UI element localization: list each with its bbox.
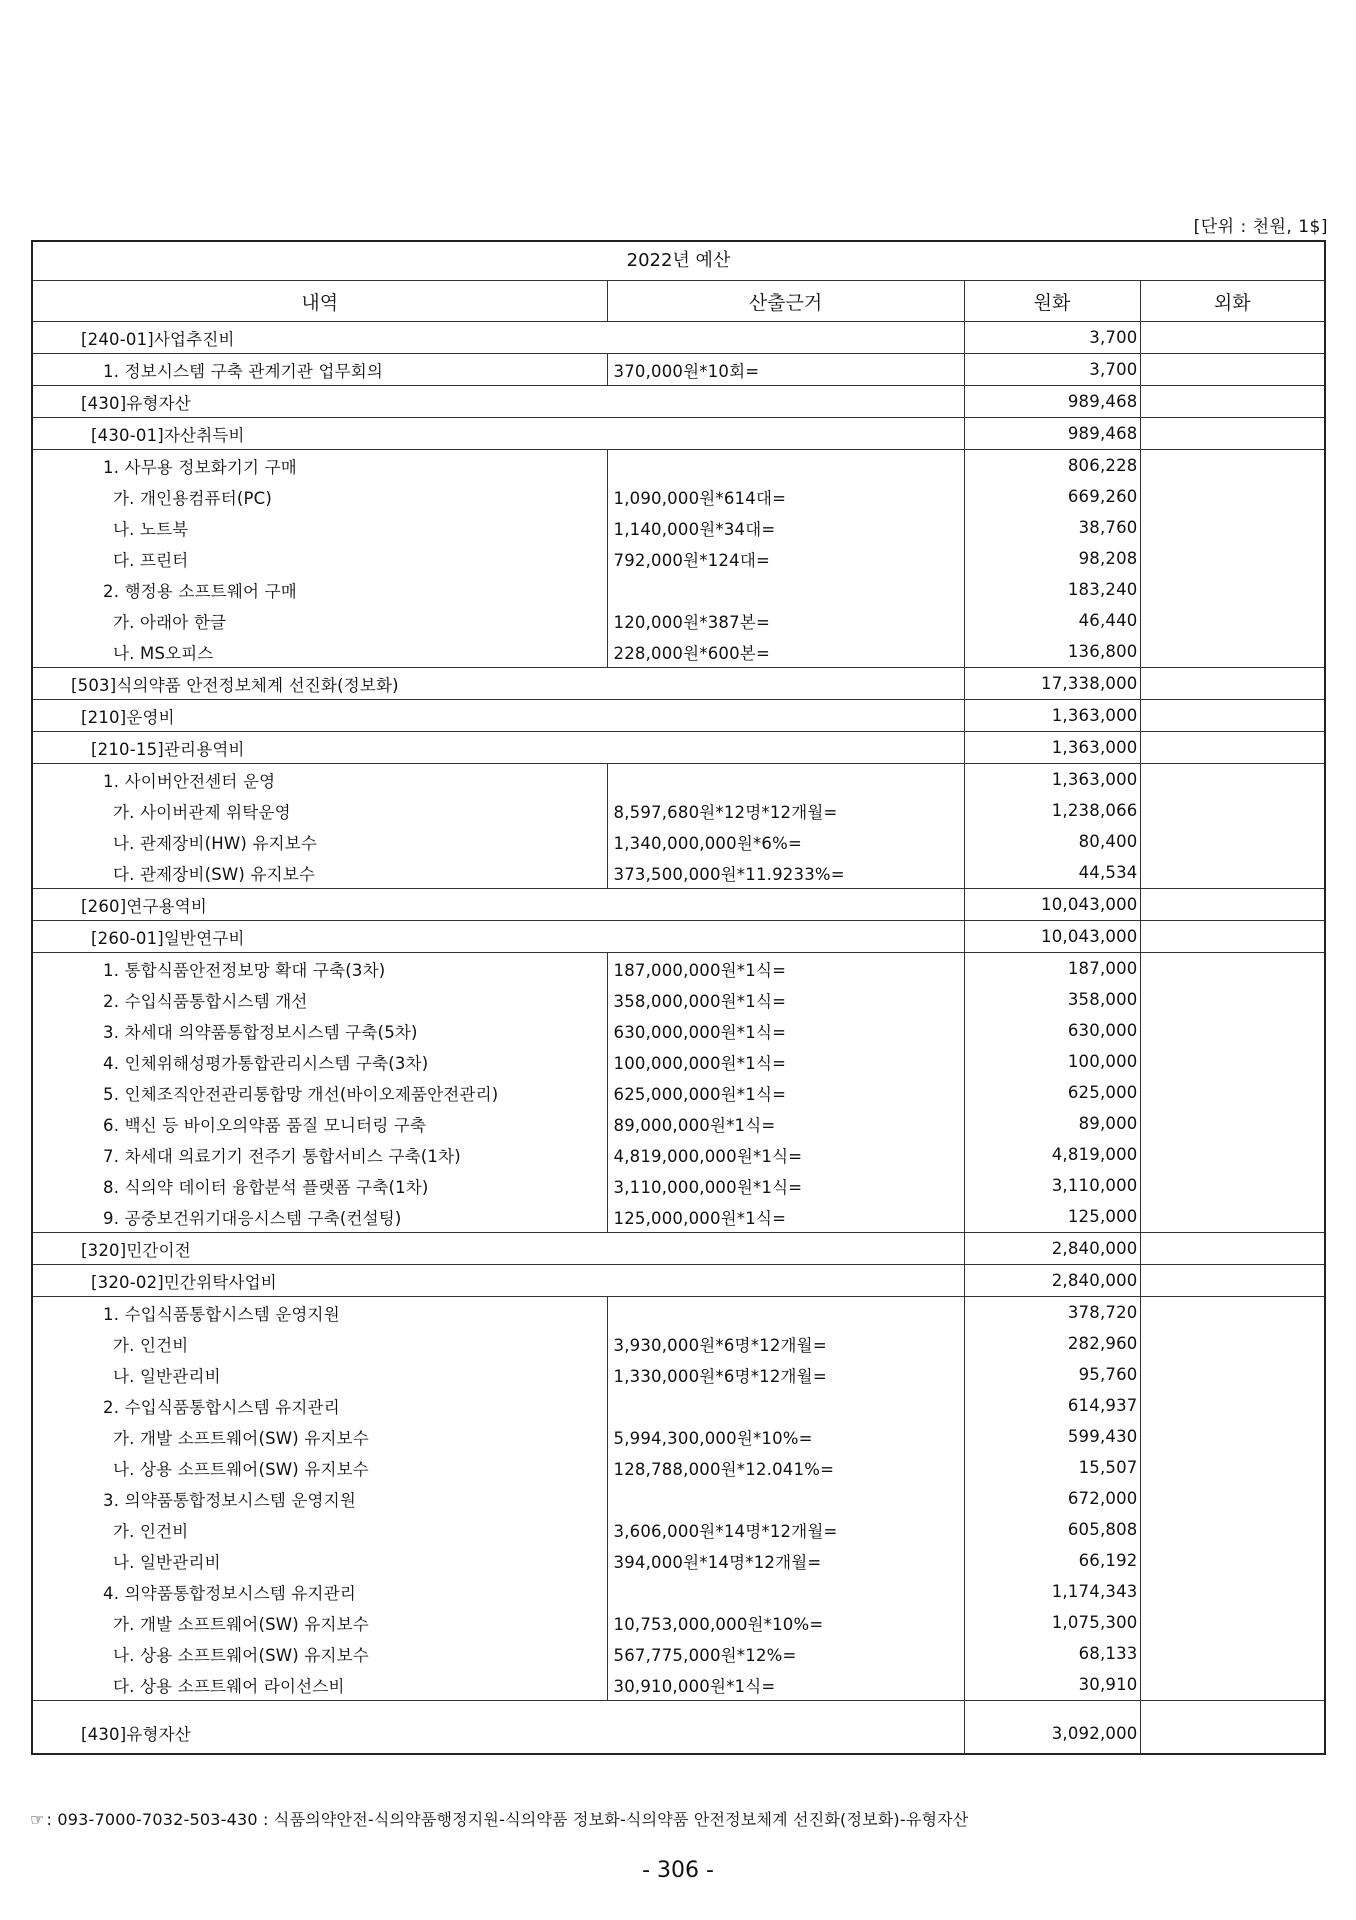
calc-basis: 792,000원*124대= xyxy=(607,543,964,574)
amount-foreign xyxy=(1140,1421,1324,1452)
table-row xyxy=(33,1483,1324,1514)
table-row xyxy=(33,764,1324,796)
item-description: 1. 통합식품안전정보망 확대 구축(3차) xyxy=(33,953,607,985)
table-row xyxy=(33,354,1324,386)
amount-krw: 80,400 xyxy=(964,826,1140,857)
amount-krw: 1,363,000 xyxy=(964,732,1140,764)
item-description: 나. 일반관리비 xyxy=(33,1359,607,1390)
calc-basis: 10,753,000,000원*10%= xyxy=(607,1607,964,1638)
amount-krw: 30,910 xyxy=(964,1669,1140,1701)
table-row xyxy=(33,953,1324,985)
calc-basis xyxy=(607,450,964,482)
budget-grid xyxy=(33,281,1324,1753)
amount-foreign xyxy=(1140,826,1324,857)
table-row xyxy=(33,1201,1324,1233)
amount-krw: 3,110,000 xyxy=(964,1170,1140,1201)
calc-basis: 128,788,000원*12.041%= xyxy=(607,1452,964,1483)
amount-krw: 2,840,000 xyxy=(964,1233,1140,1265)
item-description: 1. 정보시스템 구축 관계기관 업무회의 xyxy=(33,354,607,386)
table-row xyxy=(33,1452,1324,1483)
table-row xyxy=(33,1108,1324,1139)
amount-foreign xyxy=(1140,795,1324,826)
table-row xyxy=(33,1576,1324,1607)
amount-krw: 672,000 xyxy=(964,1483,1140,1514)
calc-basis: 120,000원*387본= xyxy=(607,605,964,636)
amount-foreign xyxy=(1140,1297,1324,1329)
item-description: 가. 아래아 한글 xyxy=(33,605,607,636)
amount-foreign xyxy=(1140,668,1324,700)
amount-foreign xyxy=(1140,1139,1324,1170)
amount-foreign xyxy=(1140,1638,1324,1669)
amount-krw: 187,000 xyxy=(964,953,1140,985)
footnote xyxy=(30,1807,968,1830)
item-description: [430]유형자산 xyxy=(33,1713,964,1753)
calc-basis: 30,910,000원*1식= xyxy=(607,1669,964,1701)
amount-krw: 98,208 xyxy=(964,543,1140,574)
calc-basis xyxy=(607,1390,964,1421)
table-caption: 2022년 예산 xyxy=(33,242,1324,281)
calc-basis: 1,140,000원*34대= xyxy=(607,512,964,543)
calc-basis xyxy=(607,1297,964,1329)
amount-krw: 669,260 xyxy=(964,481,1140,512)
item-description: 9. 공중보건위기대응시스템 구축(컨설팅) xyxy=(33,1201,607,1233)
item-description: 가. 개발 소프트웨어(SW) 유지보수 xyxy=(33,1421,607,1452)
amount-krw: 125,000 xyxy=(964,1201,1140,1233)
calc-basis: 394,000원*14명*12개월= xyxy=(607,1545,964,1576)
amount-foreign xyxy=(1140,764,1324,796)
unit-label: [단위 : 천원, 1$] xyxy=(1193,217,1328,237)
item-description: 6. 백신 등 바이오의약품 품질 모니터링 구축 xyxy=(33,1108,607,1139)
amount-foreign xyxy=(1140,984,1324,1015)
calc-basis: 8,597,680원*12명*12개월= xyxy=(607,795,964,826)
item-description: 나. 노트북 xyxy=(33,512,607,543)
amount-foreign xyxy=(1140,450,1324,482)
item-description: 나. 관제장비(HW) 유지보수 xyxy=(33,826,607,857)
item-description: [260]연구용역비 xyxy=(33,889,964,921)
calc-basis: 3,930,000원*6명*12개월= xyxy=(607,1328,964,1359)
table-row xyxy=(33,1421,1324,1452)
item-description: 1. 사무용 정보화기기 구매 xyxy=(33,450,607,482)
item-description: [503]식의약품 안전정보체계 선진화(정보화) xyxy=(33,668,964,700)
amount-krw: 605,808 xyxy=(964,1514,1140,1545)
item-description: 나. 상용 소프트웨어(SW) 유지보수 xyxy=(33,1638,607,1669)
amount-foreign xyxy=(1140,418,1324,450)
header-row xyxy=(33,281,1324,322)
table-row xyxy=(33,636,1324,668)
amount-krw: 38,760 xyxy=(964,512,1140,543)
table-row xyxy=(33,322,1324,354)
amount-foreign xyxy=(1140,1545,1324,1576)
table-row xyxy=(33,668,1324,700)
table-row xyxy=(33,1233,1324,1265)
amount-foreign xyxy=(1140,1713,1324,1753)
amount-foreign xyxy=(1140,1607,1324,1638)
table-row xyxy=(33,543,1324,574)
amount-krw: 136,800 xyxy=(964,636,1140,668)
table-row xyxy=(33,889,1324,921)
calc-basis: 5,994,300,000원*10%= xyxy=(607,1421,964,1452)
calc-basis xyxy=(607,574,964,605)
item-description: 가. 사이버관제 위탁운영 xyxy=(33,795,607,826)
amount-krw: 44,534 xyxy=(964,857,1140,889)
table-row xyxy=(33,481,1324,512)
item-description: 4. 인체위해성평가통합관리시스템 구축(3차) xyxy=(33,1046,607,1077)
amount-foreign xyxy=(1140,386,1324,418)
page-number: - 306 - xyxy=(642,1858,714,1883)
calc-basis: 228,000원*600본= xyxy=(607,636,964,668)
amount-foreign xyxy=(1140,1514,1324,1545)
amount-krw: 2,840,000 xyxy=(964,1265,1140,1297)
amount-krw: 1,174,343 xyxy=(964,1576,1140,1607)
table-row xyxy=(33,1265,1324,1297)
calc-basis: 358,000,000원*1식= xyxy=(607,984,964,1015)
amount-krw: 17,338,000 xyxy=(964,668,1140,700)
calc-basis xyxy=(607,764,964,796)
item-description: 가. 개인용컴퓨터(PC) xyxy=(33,481,607,512)
amount-foreign xyxy=(1140,1328,1324,1359)
item-description: 다. 상용 소프트웨어 라이선스비 xyxy=(33,1669,607,1701)
table-row xyxy=(33,1170,1324,1201)
item-description: 1. 사이버안전센터 운영 xyxy=(33,764,607,796)
amount-foreign xyxy=(1140,512,1324,543)
table-row xyxy=(33,512,1324,543)
table-row xyxy=(33,386,1324,418)
item-description: 나. MS오피스 xyxy=(33,636,607,668)
amount-krw: 10,043,000 xyxy=(964,921,1140,953)
table-row xyxy=(33,418,1324,450)
amount-krw: 68,133 xyxy=(964,1638,1140,1669)
item-description: 나. 상용 소프트웨어(SW) 유지보수 xyxy=(33,1452,607,1483)
amount-foreign xyxy=(1140,1015,1324,1046)
table-row xyxy=(33,1669,1324,1701)
amount-krw: 100,000 xyxy=(964,1046,1140,1077)
calc-basis: 1,340,000,000원*6%= xyxy=(607,826,964,857)
table-row xyxy=(33,1015,1324,1046)
calc-basis: 630,000,000원*1식= xyxy=(607,1015,964,1046)
item-description: [260-01]일반연구비 xyxy=(33,921,964,953)
item-description: 다. 프린터 xyxy=(33,543,607,574)
amount-foreign xyxy=(1140,1483,1324,1514)
header-krw: 원화 xyxy=(964,281,1140,322)
amount-krw: 378,720 xyxy=(964,1297,1140,1329)
item-description: 나. 일반관리비 xyxy=(33,1545,607,1576)
calc-basis: 625,000,000원*1식= xyxy=(607,1077,964,1108)
table-row xyxy=(33,1607,1324,1638)
amount-krw: 989,468 xyxy=(964,418,1140,450)
table-row xyxy=(33,984,1324,1015)
item-description: [210]운영비 xyxy=(33,700,964,732)
amount-foreign xyxy=(1140,889,1324,921)
table-row xyxy=(33,1139,1324,1170)
item-description: [210-15]관리용역비 xyxy=(33,732,964,764)
amount-foreign xyxy=(1140,921,1324,953)
budget-table xyxy=(31,240,1326,1755)
item-description: 가. 개발 소프트웨어(SW) 유지보수 xyxy=(33,1607,607,1638)
table-row xyxy=(33,605,1324,636)
table-row xyxy=(33,1638,1324,1669)
item-description: 1. 수입식품통합시스템 운영지원 xyxy=(33,1297,607,1329)
calc-basis: 373,500,000원*11.9233%= xyxy=(607,857,964,889)
amount-foreign xyxy=(1140,1452,1324,1483)
amount-foreign xyxy=(1140,574,1324,605)
amount-foreign xyxy=(1140,1390,1324,1421)
item-description: 3. 의약품통합정보시스템 운영지원 xyxy=(33,1483,607,1514)
amount-foreign xyxy=(1140,953,1324,985)
amount-krw: 4,819,000 xyxy=(964,1139,1140,1170)
amount-foreign xyxy=(1140,1265,1324,1297)
item-description: [240-01]사업추진비 xyxy=(33,322,964,354)
item-description: 2. 수입식품통합시스템 유지관리 xyxy=(33,1390,607,1421)
amount-krw: 614,937 xyxy=(964,1390,1140,1421)
amount-foreign xyxy=(1140,700,1324,732)
amount-krw: 89,000 xyxy=(964,1108,1140,1139)
amount-foreign xyxy=(1140,322,1324,354)
amount-foreign xyxy=(1140,481,1324,512)
amount-krw: 282,960 xyxy=(964,1328,1140,1359)
amount-krw: 358,000 xyxy=(964,984,1140,1015)
item-description: [430-01]자산취득비 xyxy=(33,418,964,450)
amount-foreign xyxy=(1140,636,1324,668)
amount-krw: 1,238,066 xyxy=(964,795,1140,826)
item-description: 다. 관제장비(SW) 유지보수 xyxy=(33,857,607,889)
calc-basis: 370,000원*10회= xyxy=(607,354,964,386)
amount-foreign xyxy=(1140,732,1324,764)
amount-krw: 625,000 xyxy=(964,1077,1140,1108)
amount-krw: 989,468 xyxy=(964,386,1140,418)
amount-foreign xyxy=(1140,543,1324,574)
table-row xyxy=(33,1328,1324,1359)
amount-foreign xyxy=(1140,1108,1324,1139)
amount-krw: 66,192 xyxy=(964,1545,1140,1576)
table-row xyxy=(33,450,1324,482)
amount-krw: 10,043,000 xyxy=(964,889,1140,921)
amount-krw: 630,000 xyxy=(964,1015,1140,1046)
item-description: 4. 의약품통합정보시스템 유지관리 xyxy=(33,1576,607,1607)
amount-krw: 1,363,000 xyxy=(964,700,1140,732)
table-row xyxy=(33,1514,1324,1545)
table-row xyxy=(33,1077,1324,1108)
calc-basis: 3,606,000원*14명*12개월= xyxy=(607,1514,964,1545)
amount-foreign xyxy=(1140,1201,1324,1233)
amount-foreign xyxy=(1140,1046,1324,1077)
amount-foreign xyxy=(1140,1233,1324,1265)
table-row xyxy=(33,1545,1324,1576)
amount-krw: 3,092,000 xyxy=(964,1713,1140,1753)
table-row xyxy=(33,921,1324,953)
calc-basis: 187,000,000원*1식= xyxy=(607,953,964,985)
item-description: 가. 인건비 xyxy=(33,1514,607,1545)
table-row xyxy=(33,1713,1324,1753)
table-row xyxy=(33,1046,1324,1077)
item-description: 2. 행정용 소프트웨어 구매 xyxy=(33,574,607,605)
table-row xyxy=(33,700,1324,732)
table-row xyxy=(33,1359,1324,1390)
amount-krw: 3,700 xyxy=(964,354,1140,386)
amount-foreign xyxy=(1140,605,1324,636)
calc-basis xyxy=(607,1483,964,1514)
table-body xyxy=(33,322,1324,1754)
amount-krw: 806,228 xyxy=(964,450,1140,482)
amount-foreign xyxy=(1140,354,1324,386)
calc-basis: 89,000,000원*1식= xyxy=(607,1108,964,1139)
item-description: [430]유형자산 xyxy=(33,386,964,418)
spacer-row xyxy=(33,1701,1324,1714)
amount-krw: 1,363,000 xyxy=(964,764,1140,796)
table-row xyxy=(33,1297,1324,1329)
item-description: 가. 인건비 xyxy=(33,1328,607,1359)
calc-basis: 125,000,000원*1식= xyxy=(607,1201,964,1233)
amount-krw: 183,240 xyxy=(964,574,1140,605)
header-basis: 산출근거 xyxy=(607,281,964,322)
amount-foreign xyxy=(1140,1576,1324,1607)
item-description: [320-02]민간위탁사업비 xyxy=(33,1265,964,1297)
item-description: 3. 차세대 의약품통합정보시스템 구축(5차) xyxy=(33,1015,607,1046)
calc-basis: 3,110,000,000원*1식= xyxy=(607,1170,964,1201)
item-description: 7. 차세대 의료기기 전주기 통합서비스 구축(1차) xyxy=(33,1139,607,1170)
amount-krw: 95,760 xyxy=(964,1359,1140,1390)
calc-basis: 1,330,000원*6명*12개월= xyxy=(607,1359,964,1390)
amount-foreign xyxy=(1140,1170,1324,1201)
amount-krw: 599,430 xyxy=(964,1421,1140,1452)
calc-basis xyxy=(607,1576,964,1607)
table-row xyxy=(33,1390,1324,1421)
footnote-text: : 093-7000-7032-503-430 : 식품의약안전-식의약품행정지원-식의약품 정보화-식의약품 안전정보체계 선진화(정보화)-유형자산 xyxy=(46,1810,969,1829)
item-description: 8. 식의약 데이터 융합분석 플랫폼 구축(1차) xyxy=(33,1170,607,1201)
amount-foreign xyxy=(1140,1077,1324,1108)
amount-krw: 46,440 xyxy=(964,605,1140,636)
table-row xyxy=(33,857,1324,889)
table-row xyxy=(33,732,1324,764)
hand-pointing-icon: ☞ xyxy=(30,1810,45,1829)
calc-basis: 100,000,000원*1식= xyxy=(607,1046,964,1077)
table-row xyxy=(33,826,1324,857)
calc-basis: 567,775,000원*12%= xyxy=(607,1638,964,1669)
item-description: 2. 수입식품통합시스템 개선 xyxy=(33,984,607,1015)
table-row xyxy=(33,795,1324,826)
amount-krw: 1,075,300 xyxy=(964,1607,1140,1638)
amount-foreign xyxy=(1140,857,1324,889)
amount-foreign xyxy=(1140,1669,1324,1701)
amount-foreign xyxy=(1140,1359,1324,1390)
amount-krw: 15,507 xyxy=(964,1452,1140,1483)
amount-krw: 3,700 xyxy=(964,322,1140,354)
item-description: [320]민간이전 xyxy=(33,1233,964,1265)
calc-basis: 1,090,000원*614대= xyxy=(607,481,964,512)
table-row xyxy=(33,574,1324,605)
item-description: 5. 인체조직안전관리통합망 개선(바이오제품안전관리) xyxy=(33,1077,607,1108)
header-foreign: 외화 xyxy=(1140,281,1324,322)
calc-basis: 4,819,000,000원*1식= xyxy=(607,1139,964,1170)
header-description: 내역 xyxy=(33,281,607,322)
